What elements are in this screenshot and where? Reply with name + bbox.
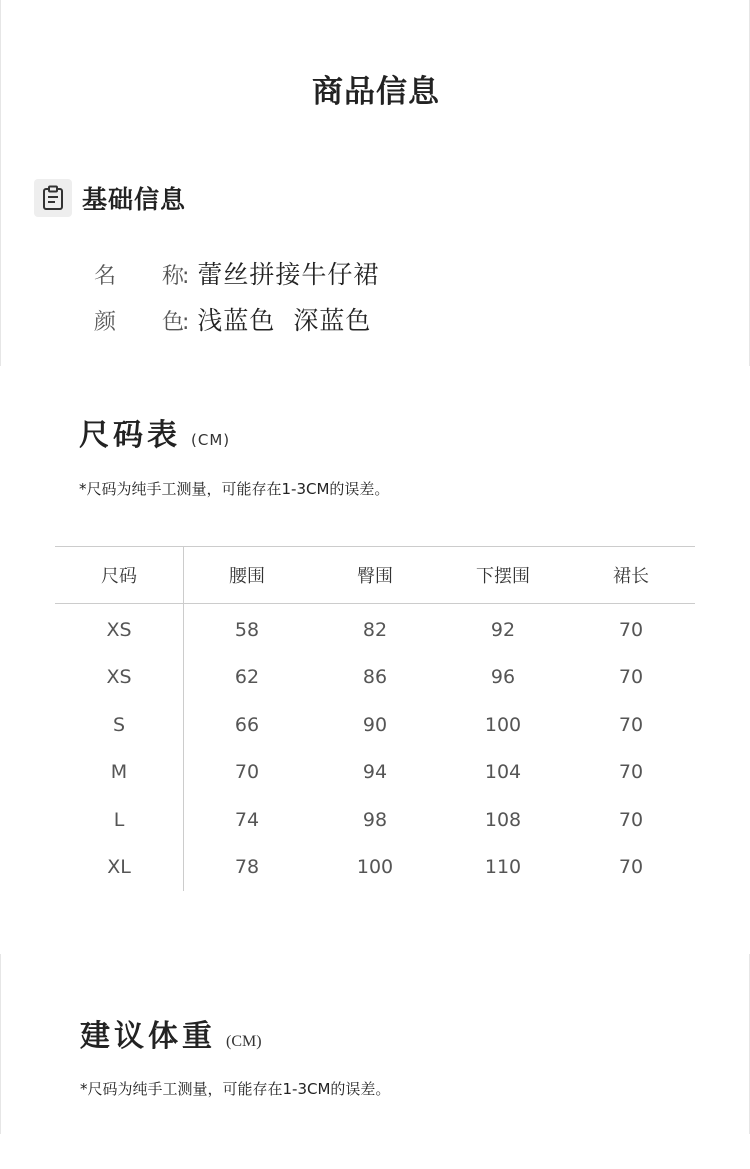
table-cell: 92 bbox=[490, 618, 516, 641]
table-cell: 70 bbox=[618, 856, 644, 879]
header-cell: 臀围 bbox=[357, 566, 393, 587]
info-colon: : bbox=[182, 310, 190, 335]
table-cell: XS bbox=[106, 618, 132, 641]
table-cell: XS bbox=[106, 666, 132, 689]
table-cell: 82 bbox=[362, 618, 388, 641]
table-cell: 98 bbox=[362, 808, 388, 831]
table-cell: S bbox=[112, 713, 126, 736]
table-cell: 90 bbox=[362, 713, 388, 736]
table-cell: M bbox=[110, 761, 128, 784]
table-cell: 78 bbox=[234, 856, 260, 879]
size-chart-section bbox=[0, 366, 750, 954]
table-cell: 70 bbox=[618, 808, 644, 831]
info-label-char: 名 bbox=[94, 264, 117, 289]
table-row bbox=[55, 701, 695, 749]
page-title: 商品信息 bbox=[312, 74, 440, 110]
table-cell: 70 bbox=[618, 666, 644, 689]
basic-info-title: 基础信息 bbox=[82, 185, 187, 214]
table-cell: 100 bbox=[484, 713, 522, 736]
weight-title: 建议体重 bbox=[80, 1019, 216, 1054]
table-row bbox=[55, 606, 695, 654]
header-cell: 腰围 bbox=[229, 566, 265, 587]
table-cell: 104 bbox=[484, 761, 522, 784]
column-divider bbox=[183, 546, 184, 891]
info-colon: : bbox=[182, 264, 190, 289]
info-label-char: 色 bbox=[161, 310, 184, 335]
table-cell: 62 bbox=[234, 666, 260, 689]
table-cell: 100 bbox=[356, 856, 394, 879]
weight-unit: (CM) bbox=[226, 1033, 262, 1050]
table-cell: 94 bbox=[362, 761, 388, 784]
table-cell: L bbox=[113, 808, 125, 831]
info-label-char: 称 bbox=[161, 264, 184, 289]
info-row-color bbox=[94, 301, 371, 337]
product-info-section bbox=[0, 0, 750, 366]
product-color-value: 浅蓝色 深蓝色 bbox=[197, 306, 372, 335]
table-cell: 96 bbox=[490, 666, 516, 689]
table-cell: 108 bbox=[484, 808, 522, 831]
table-cell: 70 bbox=[618, 761, 644, 784]
basic-info-header bbox=[34, 178, 186, 218]
size-chart-note: *尺码为纯手工测量，可能存在1-3CM的误差。 bbox=[79, 480, 390, 498]
size-chart-heading bbox=[79, 410, 230, 454]
table-cell: 70 bbox=[618, 713, 644, 736]
header-cell: 下摆围 bbox=[476, 566, 530, 587]
size-chart-title: 尺码表 bbox=[79, 418, 181, 453]
table-row bbox=[55, 844, 695, 892]
table-cell: 74 bbox=[234, 808, 260, 831]
header-cell: 尺码 bbox=[101, 566, 137, 587]
table-header bbox=[55, 546, 695, 604]
table-cell: 70 bbox=[618, 618, 644, 641]
size-chart-unit: (CM) bbox=[191, 431, 231, 449]
weight-note: *尺码为纯手工测量，可能存在1-3CM的误差。 bbox=[80, 1080, 391, 1098]
table-cell: 70 bbox=[234, 761, 260, 784]
table-cell: 58 bbox=[234, 618, 260, 641]
weight-section bbox=[0, 954, 750, 1134]
weight-heading bbox=[80, 1011, 262, 1055]
table-row bbox=[55, 654, 695, 702]
info-label-char: 颜 bbox=[94, 310, 117, 335]
clipboard-icon bbox=[34, 179, 72, 217]
info-row-name bbox=[94, 255, 379, 291]
table-cell: 110 bbox=[484, 856, 522, 879]
table-row bbox=[55, 796, 695, 844]
info-label bbox=[94, 259, 184, 290]
size-table bbox=[55, 546, 695, 891]
table-cell: 66 bbox=[234, 713, 260, 736]
table-body bbox=[55, 604, 695, 891]
header-cell: 裙长 bbox=[613, 566, 649, 587]
info-label bbox=[94, 305, 184, 336]
table-cell: 86 bbox=[362, 666, 388, 689]
table-row bbox=[55, 749, 695, 797]
table-cell: XL bbox=[107, 856, 131, 879]
product-name-value: 蕾丝拼接牛仔裙 bbox=[197, 260, 380, 289]
